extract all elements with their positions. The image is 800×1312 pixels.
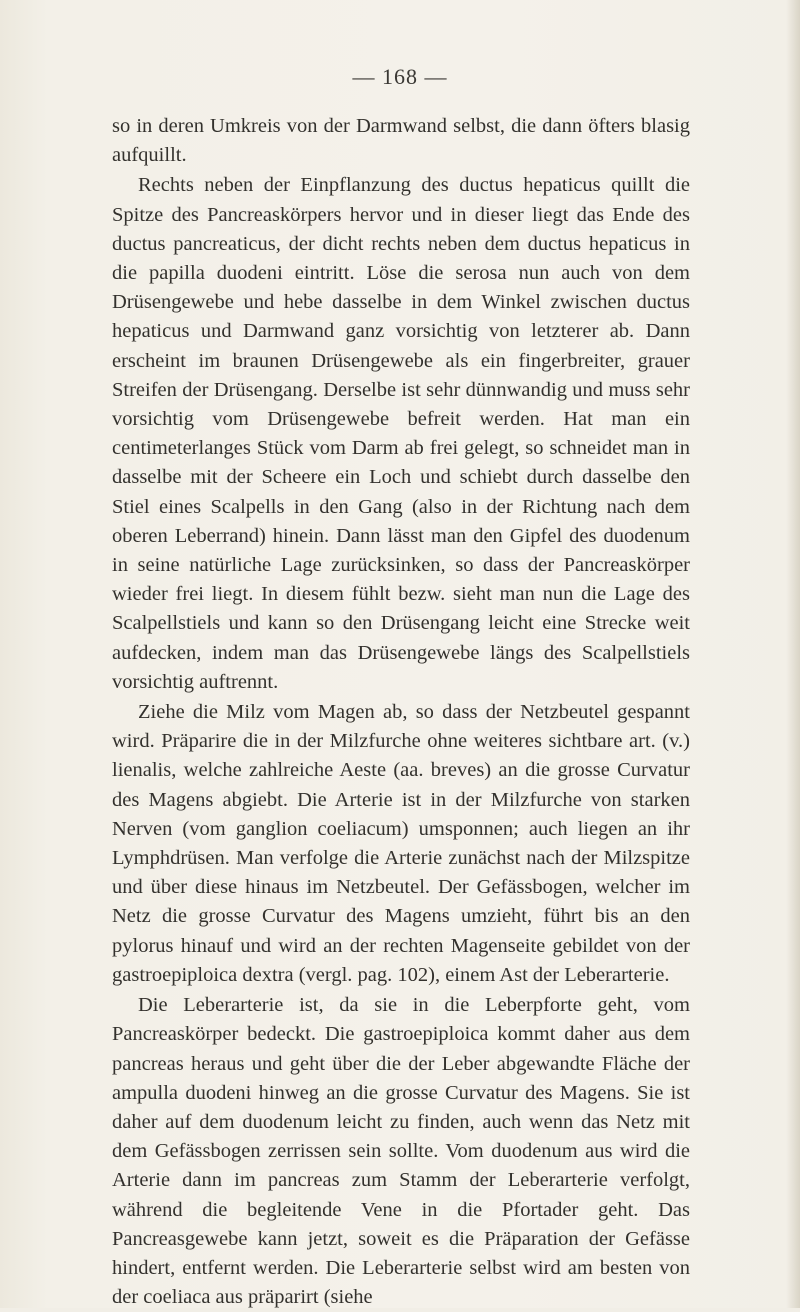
- paragraph-leberarterie: Die Leberarterie ist, da sie in die Leberpforte geht, vom Pancreaskörper bedeckt. Die gastroepiploica kommt daher aus dem pancreas heraus und geht über die der Leber abgewandte Fläche der ampulla duodeni hinweg an die grosse Curvatur des Magens. Sie ist daher auf dem duodenum leicht zu finden, auch wenn das Netz mit dem Gefässbogen zerrissen sein sollte. Vom duodenum aus wird die Arterie dann im pancreas zum Stamm der Leberarterie verfolgt, während die begleitende Vene in die Pfortader geht. Das Pancreasgewebe kann jetzt, soweit es die Präparation der Gefässe hindert, entfernt werden. Die Leberarterie selbst wird am besten von der coeliaca aus präparirt (siehe: [112, 994, 690, 1309]
- body-text: [112, 112, 690, 1312]
- page-number: — 168 —: [352, 64, 448, 89]
- paragraph-continuation: so in deren Umkreis von der Darmwand selbst, die dann öfters blasig aufquillt.: [112, 115, 690, 167]
- page-edge-shadow: [786, 0, 800, 1308]
- paragraph-milz-arterie: Ziehe die Milz vom Magen ab, so dass der Netzbeutel gespannt wird. Präparire die in der Milzfurche ohne weiteres sichtbare art. (v.) lienalis, welche zahlreiche Aeste (aa. breves) an die grosse Curvatur des Magens abgiebt. Die Arterie ist in der Milzfurche von starken Nerven (vom ganglion coeliacum) umsponnen; auch liegen an ihr Lymphdrüsen. Man verfolge die Arterie zunächst nach der Milzspitze und über diese hinaus im Netzbeutel. Der Gefässbogen, welcher im Netz die grosse Curvatur des Magens umzieht, führt bis an den pylorus hinauf und wird an der rechten Magenseite gebildet von der gastroepiploica dextra (vergl. pag. 102), einem Ast der Leberarterie.: [112, 701, 690, 986]
- paragraph-ductus-pancreaticus: Rechts neben der Einpflanzung des ductus hepaticus quillt die Spitze des Pancreaskörpers hervor und in dieser liegt das Ende des ductus pancreaticus, der dicht rechts neben dem ductus hepaticus in die papilla duodeni eintritt. Löse die serosa nun auch von dem Drüsengewebe und hebe dasselbe in dem Winkel zwischen ductus hepaticus und Darmwand ganz vorsichtig von letzterer ab. Dann erscheint im braunen Drüsengewebe als ein fingerbreiter, grauer Streifen der Drüsengang. Derselbe ist sehr dünnwandig und muss sehr vorsichtig vom Drüsengewebe befreit werden. Hat man ein centimeterlanges Stück vom Darm ab frei gelegt, so schneidet man in dasselbe mit der Scheere ein Loch und schiebt durch dasselbe den Stiel eines Scalpells in den Gang (also in der Richtung nach dem oberen Leberrand) hinein. Dann lässt man den Gipfel des duodenum in seine natürliche Lage zurücksinken, so dass der Pancreaskörper wieder frei liegt. In diesem fühlt bezw. sieht man nun die Lage des Scalpellstiels und kann so den Drüsengang leicht eine Strecke weit aufdecken, indem man das Drüsengewebe längs des Scalpellstiels vorsichtig auftrennt.: [112, 174, 690, 693]
